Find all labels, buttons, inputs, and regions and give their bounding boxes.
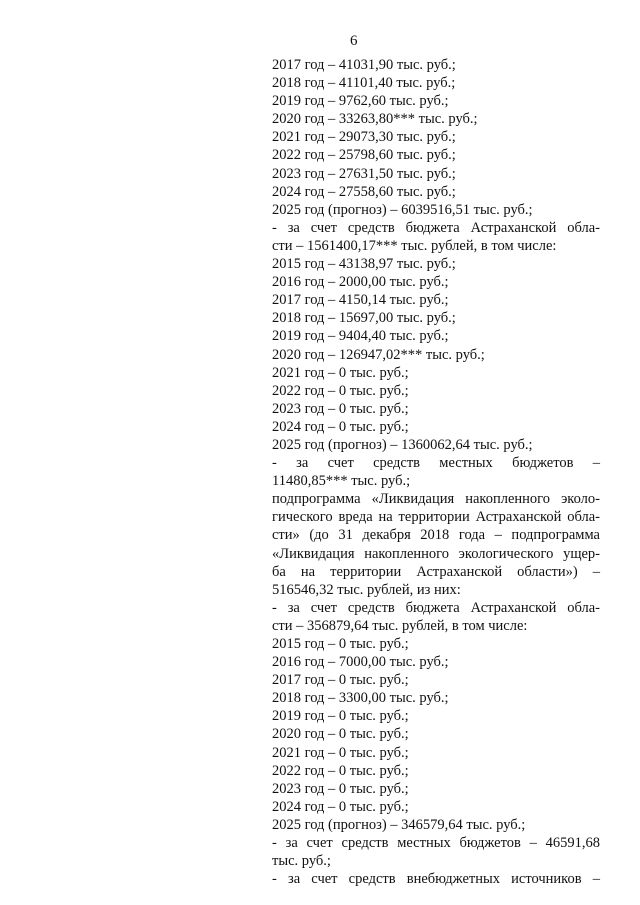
text-line: 2016 год – 7000,00 тыс. руб.; xyxy=(272,654,449,671)
text-line: 2015 год – 43138,97 тыс. руб.; xyxy=(272,256,456,273)
text-line: 2021 год – 0 тыс. руб.; xyxy=(272,364,409,381)
text-line: 2021 год – 29073,30 тыс. руб.; xyxy=(272,129,456,146)
text-line: подпрограмма «Ликвидация накопленного эколо- xyxy=(272,491,600,508)
text-line: 2022 год – 25798,60 тыс. руб.; xyxy=(272,147,456,164)
text-line: 2023 год – 0 тыс. руб.; xyxy=(272,400,409,417)
text-line: 2017 год – 41031,90 тыс. руб.; xyxy=(272,57,456,73)
text-line: 2018 год – 41101,40 тыс. руб.; xyxy=(272,75,456,92)
text-line: - за счет средств местных бюджетов – 46591,68 xyxy=(272,835,600,852)
document-body xyxy=(272,56,600,888)
text-line: - за счет средств местных бюджетов – xyxy=(272,455,600,472)
text-line: - за счет средств внебюджетных источников – xyxy=(272,871,600,888)
text-line: - за счет средств бюджета Астраханской обла- xyxy=(272,599,600,616)
text-line: ба на территории Астраханской области») – xyxy=(272,563,600,580)
text-line: 2021 год – 0 тыс. руб.; xyxy=(272,744,409,761)
page-number: 6 xyxy=(350,33,358,49)
text-line: 2025 год (прогноз) – 6039516,51 тыс. руб.; xyxy=(272,201,533,218)
text-line: 2018 год – 3300,00 тыс. руб.; xyxy=(272,690,449,707)
text-line: сти – 1561400,17*** тыс. рублей, в том числе: xyxy=(272,237,557,254)
text-line: 2025 год (прогноз) – 1360062,64 тыс. руб.; xyxy=(272,436,533,453)
text-line: «Ликвидация накопленного экологического ущер- xyxy=(272,545,600,562)
text-line: - за счет средств бюджета Астраханской обла- xyxy=(272,219,600,236)
text-line: 2017 год – 0 тыс. руб.; xyxy=(272,672,409,689)
text-line: 11480,85*** тыс. руб.; xyxy=(272,473,411,490)
text-line: 2024 год – 27558,60 тыс. руб.; xyxy=(272,183,456,200)
text-line: 2023 год – 27631,50 тыс. руб.; xyxy=(272,165,456,182)
text-line: 2020 год – 126947,02*** тыс. руб.; xyxy=(272,346,485,363)
text-line: 2016 год – 2000,00 тыс. руб.; xyxy=(272,274,449,291)
text-line: 2020 год – 0 тыс. руб.; xyxy=(272,726,409,743)
text-line: 2018 год – 15697,00 тыс. руб.; xyxy=(272,310,456,327)
text-line: 516546,32 тыс. рублей, из них: xyxy=(272,581,461,598)
text-line: 2022 год – 0 тыс. руб.; xyxy=(272,762,409,779)
text-line: 2025 год (прогноз) – 346579,64 тыс. руб.; xyxy=(272,816,526,833)
text-line: тыс. руб.; xyxy=(272,853,331,870)
text-line: гического вреда на территории Астраханской обла- xyxy=(272,509,600,526)
text-line: 2019 год – 9404,40 тыс. руб.; xyxy=(272,328,449,345)
text-line: 2019 год – 0 тыс. руб.; xyxy=(272,708,409,725)
text-line: сти – 356879,64 тыс. рублей, в том числе: xyxy=(272,617,528,634)
text-line: 2022 год – 0 тыс. руб.; xyxy=(272,382,409,399)
text-line: 2015 год – 0 тыс. руб.; xyxy=(272,636,409,652)
text-line: 2023 год – 0 тыс. руб.; xyxy=(272,780,409,797)
text-line: 2017 год – 4150,14 тыс. руб.; xyxy=(272,292,449,309)
text-line: 2019 год – 9762,60 тыс. руб.; xyxy=(272,93,449,110)
text-line: 2024 год – 0 тыс. руб.; xyxy=(272,418,409,435)
text-line: сти» (до 31 декабря 2018 года – подпрограмма xyxy=(272,527,600,544)
text-line: 2024 год – 0 тыс. руб.; xyxy=(272,798,409,815)
text-line: 2020 год – 33263,80*** тыс. руб.; xyxy=(272,111,478,128)
